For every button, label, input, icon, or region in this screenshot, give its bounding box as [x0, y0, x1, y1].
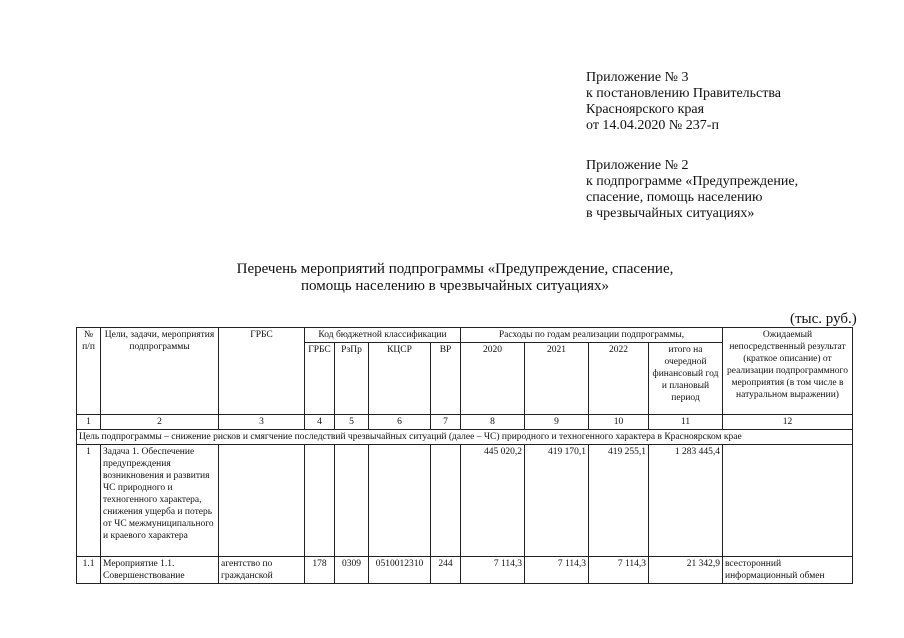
row-grbs: агентство по гражданской — [219, 557, 305, 584]
header-year-2022: 2022 — [589, 343, 649, 415]
header-total: итого на очередной финансовый год и плановый период — [649, 343, 723, 415]
header-code-kcsr: КЦСР — [369, 343, 431, 415]
header-budget-code: Код бюджетной классификации — [305, 328, 461, 343]
col-number: 11 — [649, 415, 723, 430]
row-name: Мероприятие 1.1. Совершенствование — [101, 557, 219, 584]
col-number: 12 — [723, 415, 853, 430]
row-rzpr — [335, 445, 369, 557]
row-num: 1 — [77, 445, 101, 557]
header-goals: Цели, задачи, мероприятия подпрограммы — [101, 328, 219, 415]
measures-table — [76, 327, 853, 584]
header-num: № п/п — [77, 328, 101, 415]
col-number: 10 — [589, 415, 649, 430]
row-code-grbs — [305, 445, 335, 557]
title-line-1: Перечень мероприятий подпрограммы «Предупреждение, спасение, — [236, 261, 674, 277]
header-expected-result: Ожидаемый непосредственный результат (краткое описание) от реализации подпрограммного мероприятия (в том числе в натуральном выражении) — [723, 328, 853, 415]
title-line-2: помощь населению в чрезвычайных ситуациях» — [300, 278, 610, 294]
annex-3-header — [586, 70, 781, 134]
unit-label: (тыс. руб.) — [790, 311, 857, 327]
col-number: 2 — [101, 415, 219, 430]
row-kcsr: 0510012310 — [369, 557, 431, 584]
header-year-2021: 2021 — [525, 343, 589, 415]
header-code-grbs: ГРБС — [305, 343, 335, 415]
goal-row — [77, 430, 853, 445]
row-2021: 7 114,3 — [525, 557, 589, 584]
document-title — [150, 261, 760, 295]
row-2021: 419 170,1 — [525, 445, 589, 557]
row-2022: 419 255,1 — [589, 445, 649, 557]
table-row — [77, 557, 853, 584]
col-number: 1 — [77, 415, 101, 430]
row-code-grbs: 178 — [305, 557, 335, 584]
annex-line: Приложение № 2 — [586, 158, 689, 173]
table-row — [77, 445, 853, 557]
col-number: 4 — [305, 415, 335, 430]
col-number: 7 — [431, 415, 461, 430]
header-code-vr: ВР — [431, 343, 461, 415]
annex-line: к постановлению Правительства — [586, 86, 782, 101]
row-vr: 244 — [431, 557, 461, 584]
col-number: 5 — [335, 415, 369, 430]
header-row-1 — [77, 328, 853, 343]
row-name: Задача 1. Обеспечение предупреждения возникновения и развития ЧС природного и техногенного характера, снижения ущерба и потерь от ЧС межмуниципального и краевого характера — [101, 445, 219, 557]
row-total: 21 342,9 — [649, 557, 723, 584]
annex-line: от 14.04.2020 № 237-п — [586, 118, 719, 133]
row-grbs — [219, 445, 305, 557]
annex-line: спасение, помощь населению — [586, 190, 763, 205]
goal-text: Цель подпрограммы – снижение рисков и смягчение последствий чрезвычайных ситуаций (далее – ЧС) природного и техногенного характера в Красноярском крае — [77, 430, 853, 445]
col-number: 3 — [219, 415, 305, 430]
row-kcsr — [369, 445, 431, 557]
row-2020: 445 020,2 — [461, 445, 525, 557]
row-2022: 7 114,3 — [589, 557, 649, 584]
annex-line: в чрезвычайных ситуациях» — [586, 206, 755, 221]
annex-line: Красноярского края — [586, 102, 705, 117]
col-number: 9 — [525, 415, 589, 430]
row-result — [723, 445, 853, 557]
row-rzpr: 0309 — [335, 557, 369, 584]
header-expenses: Расходы по годам реализации подпрограммы, — [461, 328, 723, 343]
header-code-rzpr: РзПр — [335, 343, 369, 415]
row-total: 1 283 445,4 — [649, 445, 723, 557]
column-number-row — [77, 415, 853, 430]
row-2020: 7 114,3 — [461, 557, 525, 584]
annex-2-header — [586, 158, 798, 222]
annex-line: к подпрограмме «Предупреждение, — [586, 174, 799, 189]
row-result: всесторонний информационный обмен — [723, 557, 853, 584]
row-vr — [431, 445, 461, 557]
row-num: 1.1 — [77, 557, 101, 584]
col-number: 8 — [461, 415, 525, 430]
header-grbs: ГРБС — [219, 328, 305, 415]
annex-line: Приложение № 3 — [586, 70, 689, 85]
col-number: 6 — [369, 415, 431, 430]
header-year-2020: 2020 — [461, 343, 525, 415]
